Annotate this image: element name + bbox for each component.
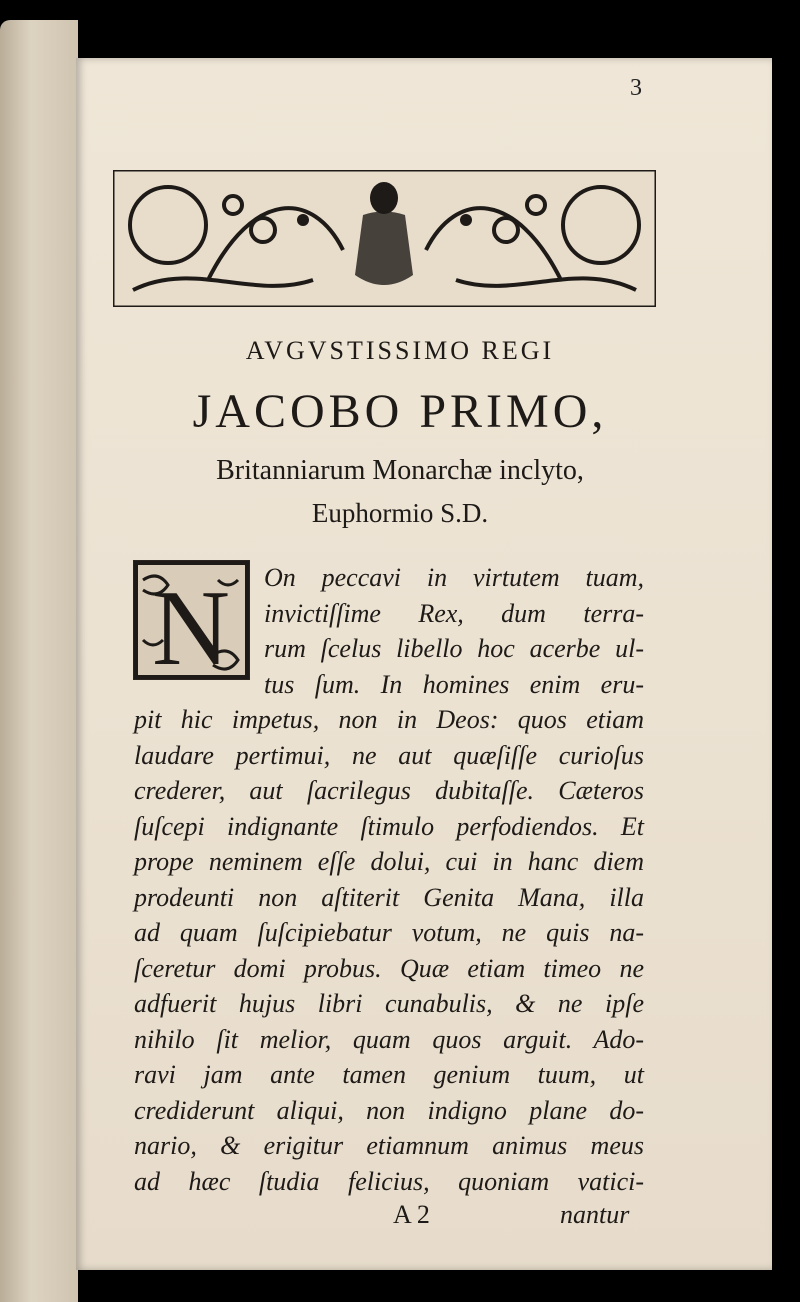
page-number: 3: [630, 75, 642, 101]
text-line: laudare pertimui, ne aut quæſiſſe curioſus: [134, 740, 644, 770]
title-king-name: JACOBO PRIMO,: [192, 385, 608, 438]
signature-mark: A 2: [393, 1200, 430, 1229]
facing-page-edge: [0, 20, 78, 1302]
dedication-body-text: [134, 560, 644, 1199]
text-line: nihilo ſit melior, quam quos arguit. Ado-: [134, 1024, 644, 1054]
text-line: crederer, aut ſacrilegus dubitaſſe. Cæteros: [134, 776, 644, 805]
title-epithet: Britanniarum Monarchæ inclyto,: [216, 455, 584, 486]
text-line: nario, & erigitur etiamnum animus meus: [134, 1131, 644, 1160]
text-line: invictiſſime Rex, dum terra-: [264, 598, 644, 628]
text-line: On peccavi in virtutem tuam,: [264, 563, 644, 592]
text-line: crediderunt aliqui, non indigno plane do-: [134, 1095, 644, 1125]
text-line: prodeunti non aſtiterit Genita Mana, illa: [134, 882, 644, 912]
text-line: ſuſcepi indignante ſtimulo perfodiendos. Et: [134, 811, 644, 841]
text-line: adfuerit hujus libri cunabulis, & ne ipſe: [134, 989, 644, 1018]
text-line: pit hic impetus, non in Deos: quos etiam: [134, 705, 644, 734]
text-line: ravi jam ante tamen genium tuum, ut: [134, 1060, 644, 1089]
text-line: tus ſum. In homines enim eru-: [264, 669, 644, 699]
text-line: ad quam ſuſcipiebatur votum, ne quis na-: [134, 918, 644, 947]
catchword: nantur: [560, 1200, 630, 1229]
text-line: ad hæc ſtudia felicius, quoniam vatici-: [134, 1166, 644, 1196]
title-dedication: AVGVSTISSIMO REGI: [245, 336, 555, 365]
drop-cap-letter: N: [152, 569, 230, 680]
ornamental-headpiece: [113, 170, 656, 307]
text-line: rum ſcelus libello hoc acerbe ul-: [264, 634, 644, 663]
title-salutation: Euphormio S.D.: [311, 498, 489, 528]
text-line: prope neminem eſſe dolui, cui in hanc diem: [134, 847, 644, 876]
text-line: ſceretur domi probus. Quæ etiam timeo ne: [134, 953, 644, 983]
